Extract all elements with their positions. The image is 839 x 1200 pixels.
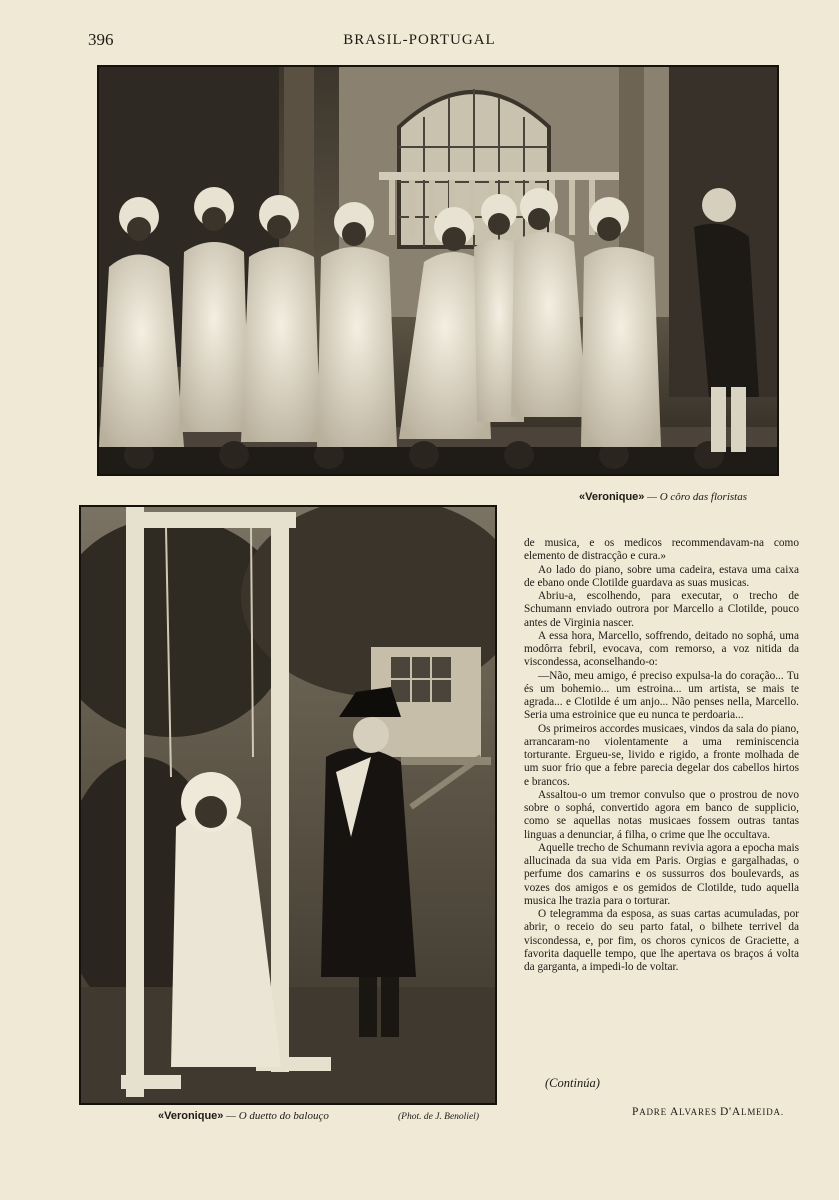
- page-number: 396: [88, 30, 114, 49]
- paragraph: Ao lado do piano, sobre uma cadeira, estava uma caixa de ebano onde Clotilde guardava as suas musicas.: [524, 563, 799, 589]
- author-part: ADRE: [639, 1107, 670, 1117]
- photo-chorus-florists: [97, 65, 779, 476]
- paragraph: de musica, e os medicos recommendavam-na como elemento de distracção e cura.»: [524, 537, 799, 563]
- caption-title: «Veronique»: [158, 1110, 224, 1122]
- paragraph: Abriu-a, escolhendo, para executar, o trecho de Schumann enviado outrora por Marcello a Clotilde, pouco antes de Virginia nascer.: [524, 590, 799, 629]
- running-head: BRASIL-PORTUGAL: [343, 32, 496, 48]
- article-text: [524, 537, 799, 974]
- author-initial: A: [669, 1106, 680, 1118]
- photo-credit: (Phot. de J. Benoliel): [398, 1112, 479, 1122]
- author-part: LVARES: [679, 1107, 720, 1117]
- photo-swing-duet: [79, 505, 497, 1105]
- continued-note: (Continúa): [545, 1076, 600, 1090]
- caption-description: — O duetto do balouço: [226, 1110, 329, 1122]
- author-initial: P: [632, 1106, 640, 1118]
- author-signature: [632, 1106, 784, 1118]
- paragraph: A essa hora, Marcello, soffrendo, deitado no sophá, uma modôrra febril, evocava, com remorso, a voz nitida da viscondessa, aconselhando-o:: [524, 629, 799, 669]
- author-initial: D'A: [719, 1106, 742, 1118]
- caption-title: «Veronique»: [579, 491, 645, 503]
- caption-swing-duet: [158, 1110, 329, 1122]
- paragraph: Assaltou-o um tremor convulso que o prostrou de novo sobre o sophá, convertido agora em banco de supplicio, como se aquellas notas musicaes fossem outras tantas linguas a denunciar, á filha, o crime que lhe occultava.: [524, 788, 799, 841]
- paragraph: —Não, meu amigo, é preciso expulsa-la do coração... Tu és um bohemio... um estroina... um artista, se mais te agrada... e Clotilde é um anjo... Não penses nella, Marcello. Seria uma estroinice que eu nunca te perdoaria...: [524, 669, 799, 722]
- paragraph: Os primeiros accordes musicaes, vindos da sala do piano, arrancaram-no violentamente a uma reminiscencia torturante. Ergueu-se, livido e rigido, a fronte molhada de um suor frio que a febre parecia degelar dos cabellos hirtos e brancos.: [524, 722, 799, 788]
- caption-chorus-florists: [579, 491, 747, 503]
- paragraph: O telegramma da esposa, as suas cartas acumuladas, por abrir, o receio do seu parto fatal, o bilhete terrivel da viscondessa, e, por fim, os choros cynicos de Graciette, a favorita daquelle tempo, que lhe apertava os braços á volta da garganta, a impedi-lo de voltar.: [524, 908, 799, 973]
- caption-description: — O côro das floristas: [647, 491, 747, 503]
- paragraph: Aquelle trecho de Schumann revivia agora a epocha mais allucinada da sua vida em Paris. Orgias e gargalhadas, o perfume dos camarins e os sussurros dos boulevards, as vozes dos amigos e os gemidos de Clotilde, tudo aquella musica lhe trazia para o torturar.: [524, 841, 799, 907]
- author-part: LMEIDA.: [741, 1107, 784, 1117]
